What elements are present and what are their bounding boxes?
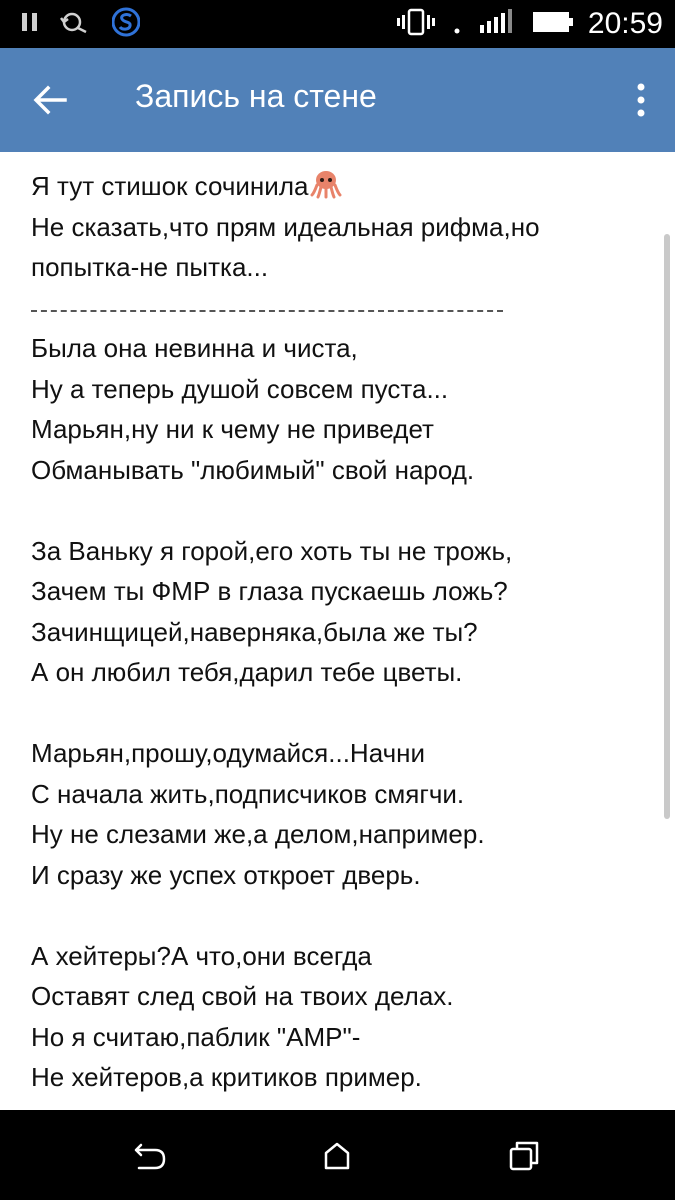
octopus-icon bbox=[310, 169, 342, 211]
post-line: попытка-не пытка... bbox=[31, 252, 269, 282]
post-line: С начала жить,подписчиков смягчи. bbox=[31, 778, 465, 809]
pause-icon bbox=[22, 13, 38, 36]
post-line: Ну не слезами же,а делом,например. bbox=[31, 819, 485, 849]
battery-icon bbox=[532, 9, 574, 40]
post-line: Обманывать "любимый" свой народ. bbox=[31, 454, 475, 485]
more-options-button[interactable] bbox=[629, 76, 653, 124]
nav-recents-button[interactable] bbox=[500, 1132, 548, 1180]
sync-icon bbox=[60, 10, 90, 39]
nav-back-button[interactable] bbox=[126, 1132, 174, 1180]
navigation-bar bbox=[0, 1110, 675, 1200]
page-title: Запись на стене bbox=[135, 78, 377, 114]
post-line: Марьян,ну ни к чему не приведет bbox=[31, 414, 434, 444]
status-bar bbox=[0, 0, 675, 48]
dot-icon bbox=[450, 7, 464, 42]
arrow-left-icon bbox=[33, 85, 67, 115]
post-line: Не хейтеров,а критиков пример. bbox=[31, 1062, 422, 1092]
post-content bbox=[0, 152, 675, 1110]
post-line: За Ваньку я горой,его хоть ты не трожь, bbox=[31, 535, 513, 566]
s-logo-icon bbox=[112, 7, 140, 42]
back-button[interactable] bbox=[22, 72, 78, 128]
post-divider bbox=[31, 288, 641, 329]
scrollbar[interactable] bbox=[664, 234, 670, 819]
post-line: Была она невинна и чиста, bbox=[31, 333, 358, 363]
recents-nav-icon bbox=[508, 1140, 540, 1172]
back-nav-icon bbox=[133, 1141, 167, 1171]
post-line: Я тут стишок сочинила bbox=[31, 166, 641, 207]
post-line: А он любил тебя,дарил тебе цветы. bbox=[31, 657, 463, 687]
status-right-icons bbox=[396, 6, 663, 42]
vibrate-icon bbox=[396, 7, 436, 42]
post-line: Марьян,прошу,одумайся...Начни bbox=[31, 738, 426, 768]
status-time: 20:59 bbox=[587, 7, 663, 40]
post-line: Ну а теперь душой совсем пуста... bbox=[31, 373, 449, 404]
post-text bbox=[31, 166, 641, 1098]
nav-home-button[interactable] bbox=[313, 1132, 361, 1180]
app-bar bbox=[0, 48, 675, 152]
post-line: А хейтеры?А что,они всегда bbox=[31, 940, 372, 971]
post-line: Зачем ты ФМР в глаза пускаешь ложь? bbox=[31, 576, 508, 606]
more-vertical-icon bbox=[636, 83, 646, 117]
signal-icon bbox=[478, 7, 518, 42]
status-left-icons bbox=[22, 8, 140, 40]
post-line: Не сказать,что прям идеальная рифма,но bbox=[31, 211, 540, 242]
post-line: Но я считаю,паблик "АМР"- bbox=[31, 1021, 361, 1052]
post-line: И сразу же успех откроет дверь. bbox=[31, 859, 421, 890]
post-line: Оставят след свой на твоих делах. bbox=[31, 981, 454, 1011]
home-nav-icon bbox=[322, 1141, 352, 1171]
post-line: Зачинщицей,наверняка,была же ты? bbox=[31, 616, 478, 647]
